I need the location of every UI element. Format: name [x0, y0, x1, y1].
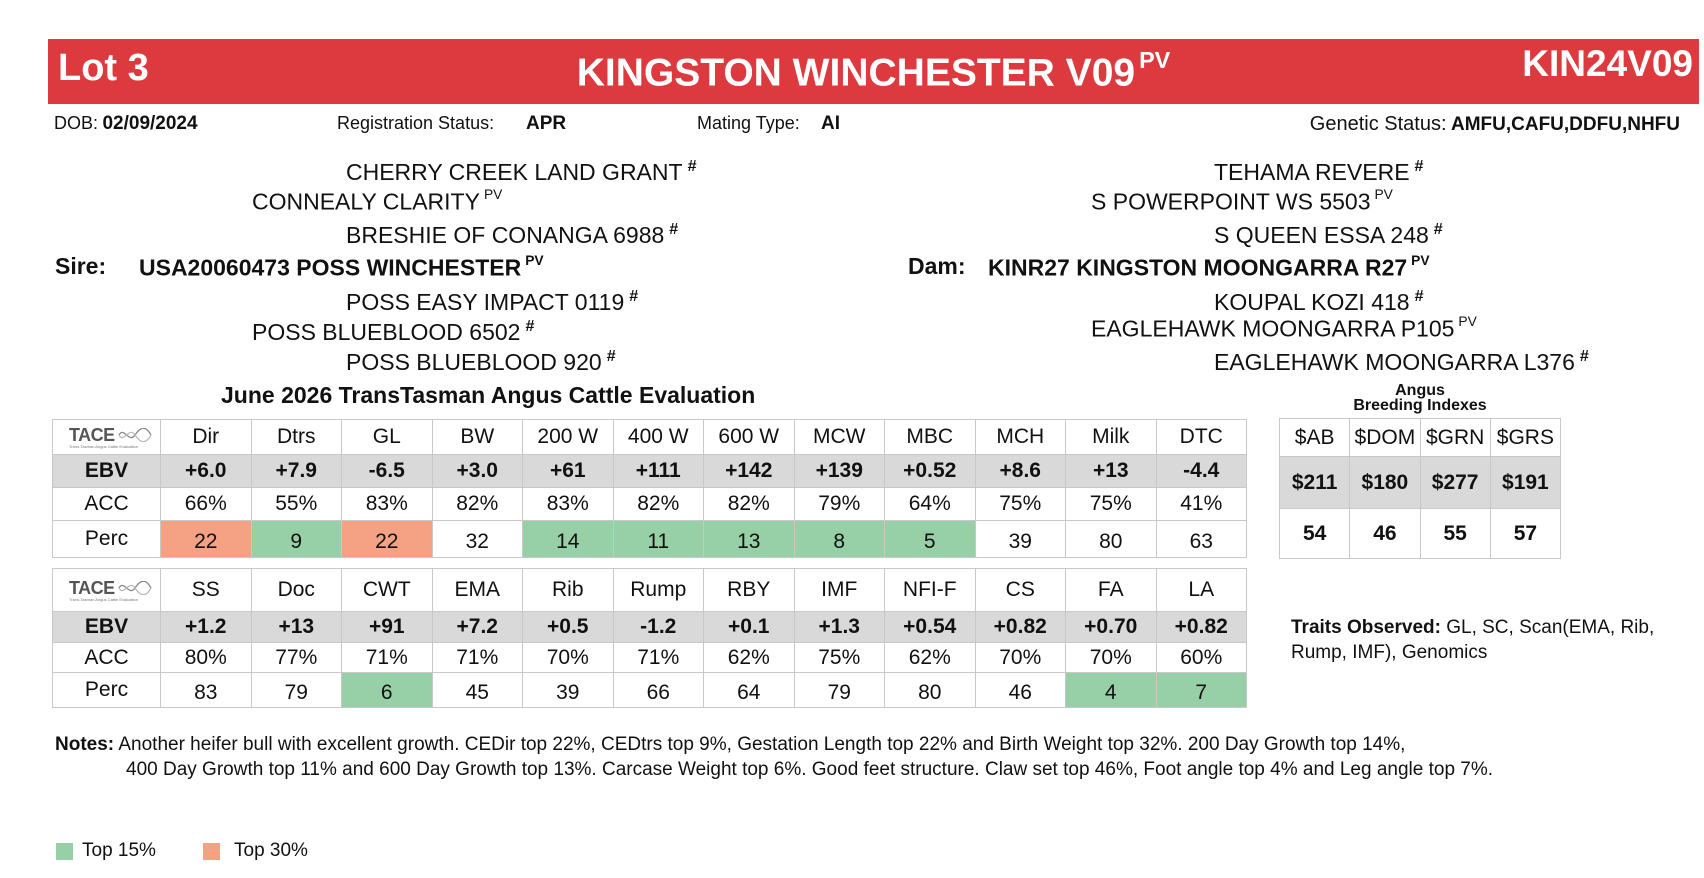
tace-logo — [53, 420, 161, 455]
table2-acc-cell: 70% — [523, 643, 614, 673]
table1-perc-cell: 80 — [1066, 521, 1157, 558]
genetic-status-label: Genetic Status: — [1309, 113, 1447, 135]
table1-acc-cell: 82% — [613, 488, 704, 521]
table1-headers-cell: Milk — [1066, 420, 1157, 455]
index-header-row — [1280, 419, 1561, 457]
row-label-perc: Perc — [53, 521, 161, 558]
sire-sire-sire: CHERRY CREEK LAND GRANT # — [346, 157, 697, 185]
table1-headers-cell: MCW — [794, 420, 885, 455]
index-value-cell: $277 — [1420, 457, 1490, 509]
table2-headers-cell: SS — [161, 569, 252, 612]
notes-line2: 400 Day Growth top 11% and 600 Day Growth top 13%. Carcase Weight top 6%. Good feet structure. Claw set top 46%, Foot angle top 4% and Leg angle top 7%. — [126, 759, 1494, 780]
table1-acc-cell: 75% — [1066, 488, 1157, 521]
table2-perc-cell: 79 — [251, 673, 342, 708]
notes — [55, 732, 1493, 782]
table2-acc-cell: 62% — [704, 643, 795, 673]
traits-line2: Rump, IMF), Genomics — [1291, 642, 1488, 663]
table1-perc-cell: 14 — [523, 521, 614, 558]
animal-code: KIN24V09 — [1522, 43, 1693, 84]
table2-header-row — [53, 569, 1247, 612]
table1-perc-cell: 11 — [613, 521, 704, 558]
table2-perc-cell: 46 — [975, 673, 1066, 708]
legend-top30-label: Top 30% — [234, 840, 308, 861]
traits-line1: GL, SC, Scan(EMA, Rib, — [1446, 617, 1655, 638]
mating-type-label: Mating Type: — [697, 113, 800, 133]
table2-acc-cell: 71% — [342, 643, 433, 673]
registration-label: Registration Status: — [337, 113, 495, 133]
table2-headers-cell: Rib — [523, 569, 614, 612]
index-header-cell: $GRN — [1420, 419, 1490, 457]
table2-acc-cell: 71% — [432, 643, 523, 673]
legend-top15-swatch — [56, 843, 73, 860]
table2-ebv-cell: +0.82 — [1156, 612, 1247, 643]
breeding-index-table — [1279, 418, 1561, 559]
table2-ebv-cell: -1.2 — [613, 612, 704, 643]
table1-headers-cell: BW — [432, 420, 523, 455]
sire-dam-dam: POSS BLUEBLOOD 920 # — [346, 347, 616, 375]
sire-name: USA20060473 POSS WINCHESTER $^{PV}$ — [139, 253, 544, 281]
table2-headers-cell: Rump — [613, 569, 704, 612]
table2-perc-cell: 80 — [885, 673, 976, 708]
table1-ebv-cell: +13 — [1066, 455, 1157, 488]
table1-headers-cell: 600 W — [704, 420, 795, 455]
dob-value: 02/09/2024 — [102, 113, 198, 134]
index-value-row — [1280, 457, 1561, 509]
table1-perc-cell: 9 — [251, 521, 342, 558]
table1-headers-cell: Dtrs — [251, 420, 342, 455]
index-perc-cell: 57 — [1490, 509, 1560, 559]
index-value-cell: $211 — [1280, 457, 1350, 509]
lot-banner — [48, 39, 1699, 104]
table1-acc-cell: 83% — [342, 488, 433, 521]
table2-perc-cell: 7 — [1156, 673, 1247, 708]
sire-sire-dam: BRESHIE OF CONANGA 6988 # — [346, 220, 679, 248]
dam-sire-sire: TEHAMA REVERE # — [1214, 157, 1424, 185]
table2-perc-cell: 79 — [794, 673, 885, 708]
index-header-cell: $DOM — [1350, 419, 1420, 457]
index-header-cell: $AB — [1280, 419, 1350, 457]
index-perc-row — [1280, 509, 1561, 559]
table2-ebv-cell: +7.2 — [432, 612, 523, 643]
ebv-table-2 — [52, 568, 1247, 708]
table1-acc-cell: 41% — [1156, 488, 1247, 521]
sire-dam-sire: POSS EASY IMPACT 0119 # — [346, 287, 639, 315]
table1-acc-cell: 75% — [975, 488, 1066, 521]
table1-ebv-cell: +142 — [704, 455, 795, 488]
table1-headers-cell: GL — [342, 420, 433, 455]
table2-ebv-cell: +0.54 — [885, 612, 976, 643]
legend-top15-label: Top 15% — [82, 840, 156, 861]
mating-type-value: AI — [821, 113, 840, 134]
table2-acc-cell: 75% — [794, 643, 885, 673]
notes-label: Notes: — [55, 734, 115, 755]
tace-logo-caption: Trans-Tasman Angus Cattle Evaluation — [69, 443, 138, 449]
genetic-status-value: AMFU,CAFU,DDFU,NHFU — [1450, 114, 1680, 135]
table2-acc-cell: 77% — [251, 643, 342, 673]
traits-observed — [1291, 615, 1654, 665]
row-label-ebv: EBV — [53, 612, 161, 643]
animal-name-mark: PV — [1139, 47, 1171, 73]
table2-perc-cell: 83 — [161, 673, 252, 708]
tace-logo-text: TACE — [69, 424, 115, 445]
table1-ebv-cell: -6.5 — [342, 455, 433, 488]
table1-perc-cell: 8 — [794, 521, 885, 558]
table1-ebv-cell: +139 — [794, 455, 885, 488]
table2-acc-row — [53, 643, 1247, 673]
table2-ebv-cell: +1.3 — [794, 612, 885, 643]
table2-acc-cell: 62% — [885, 643, 976, 673]
table2-headers-cell: EMA — [432, 569, 523, 612]
table1-perc-cell: 22 — [161, 521, 252, 558]
table1-ebv-cell: -4.4 — [1156, 455, 1247, 488]
tace-logo — [53, 569, 161, 612]
table1-perc-cell: 39 — [975, 521, 1066, 558]
table1-acc-cell: 66% — [161, 488, 252, 521]
table1-acc-cell: 64% — [885, 488, 976, 521]
index-value-cell: $191 — [1490, 457, 1560, 509]
table1-ebv-cell: +3.0 — [432, 455, 523, 488]
table2-perc-cell: 4 — [1066, 673, 1157, 708]
index-value-cell: $180 — [1350, 457, 1420, 509]
sire-sire: CONNEALY CLARITY $^{PV}$ — [252, 187, 503, 215]
index-perc-cell: 55 — [1420, 509, 1490, 559]
table2-headers-cell: NFI-F — [885, 569, 976, 612]
table1-headers-cell: 200 W — [523, 420, 614, 455]
table2-perc-cell: 45 — [432, 673, 523, 708]
table1-acc-cell: 83% — [523, 488, 614, 521]
table2-perc-cell: 64 — [704, 673, 795, 708]
table2-headers-cell: CS — [975, 569, 1066, 612]
table2-ebv-cell: +0.70 — [1066, 612, 1157, 643]
table2-ebv-cell: +91 — [342, 612, 433, 643]
table1-ebv-cell: +111 — [613, 455, 704, 488]
table1-ebv-cell: +8.6 — [975, 455, 1066, 488]
table1-headers-cell: MCH — [975, 420, 1066, 455]
table1-perc-cell: 13 — [704, 521, 795, 558]
table1-ebv-cell: +0.52 — [885, 455, 976, 488]
table1-acc-row — [53, 488, 1247, 521]
table1-acc-cell: 55% — [251, 488, 342, 521]
lot-number: Lot 3 — [58, 47, 149, 89]
table2-headers-cell: Doc — [251, 569, 342, 612]
dam-dam-dam: EAGLEHAWK MOONGARRA L376 # — [1214, 347, 1589, 375]
dam-name: KINR27 KINGSTON MOONGARRA R27 $^{PV}$ — [988, 253, 1430, 281]
dam-sire-dam: S QUEEN ESSA 248 # — [1214, 220, 1443, 248]
table1-perc-row — [53, 521, 1247, 558]
dob-label: DOB: — [54, 113, 99, 133]
table2-ebv-row — [53, 612, 1247, 643]
table2-acc-cell: 71% — [613, 643, 704, 673]
dna-helix-icon — [118, 428, 152, 442]
table2-ebv-cell: +0.82 — [975, 612, 1066, 643]
index-header-cell: $GRS — [1490, 419, 1560, 457]
table1-acc-cell: 79% — [794, 488, 885, 521]
table1-perc-cell: 32 — [432, 521, 523, 558]
row-label-perc: Perc — [53, 673, 161, 708]
table1-headers-cell: MBC — [885, 420, 976, 455]
table1-ebv-cell: +6.0 — [161, 455, 252, 488]
dam-dam: EAGLEHAWK MOONGARRA P105 $^{PV}$ — [1091, 314, 1477, 342]
table1-ebv-cell: +61 — [523, 455, 614, 488]
table1-headers-cell: Dir — [161, 420, 252, 455]
table1-headers-cell: 400 W — [613, 420, 704, 455]
index-perc-cell: 46 — [1350, 509, 1420, 559]
evaluation-title: June 2026 TransTasman Angus Cattle Evaluation — [221, 382, 756, 408]
dam-label: Dam: — [908, 253, 966, 279]
table2-acc-cell: 80% — [161, 643, 252, 673]
index-perc-cell: 54 — [1280, 509, 1350, 559]
table1-ebv-row — [53, 455, 1247, 488]
table2-headers-cell: IMF — [794, 569, 885, 612]
table2-perc-row — [53, 673, 1247, 708]
ebv-table-1 — [52, 419, 1247, 558]
animal-name: KINGSTON WINCHESTER V09 $^{PV}$ — [576, 47, 1171, 95]
table2-acc-cell: 70% — [1066, 643, 1157, 673]
tace-logo-caption: Trans-Tasman Angus Cattle Evaluation — [69, 596, 138, 602]
sire-dam: POSS BLUEBLOOD 6502 # — [252, 317, 535, 345]
table1-perc-cell: 5 — [885, 521, 976, 558]
table2-headers-cell: CWT — [342, 569, 433, 612]
table2-perc-cell: 39 — [523, 673, 614, 708]
dam-dam-sire: KOUPAL KOZI 418 # — [1214, 287, 1424, 315]
genetic-status — [1310, 113, 1680, 136]
dam-sire: S POWERPOINT WS 5503 $^{PV}$ — [1091, 187, 1393, 215]
row-label-ebv: EBV — [53, 455, 161, 488]
table2-ebv-cell: +0.1 — [704, 612, 795, 643]
table2-ebv-cell: +13 — [251, 612, 342, 643]
table1-perc-cell: 22 — [342, 521, 433, 558]
table2-ebv-cell: +1.2 — [161, 612, 252, 643]
dob-field — [54, 113, 198, 135]
dna-helix-icon — [118, 581, 152, 595]
table1-acc-cell: 82% — [432, 488, 523, 521]
row-label-acc: ACC — [53, 488, 161, 521]
row-label-acc: ACC — [53, 643, 161, 673]
table1-perc-cell: 63 — [1156, 521, 1247, 558]
table2-perc-cell: 6 — [342, 673, 433, 708]
notes-line1: Another heifer bull with excellent growth. CEDir top 22%, CEDtrs top 9%, Gestation Length top 22% and Birth Weight top 32%. 200 Day Growth top 14%, — [118, 734, 1406, 755]
registration-value: APR — [526, 113, 567, 134]
table2-headers-cell: RBY — [704, 569, 795, 612]
tace-logo-text: TACE — [69, 577, 115, 598]
table1-ebv-cell: +7.9 — [251, 455, 342, 488]
traits-label: Traits Observed: — [1291, 617, 1441, 638]
legend-top30-swatch — [203, 843, 220, 860]
table2-headers-cell: FA — [1066, 569, 1157, 612]
table1-acc-cell: 82% — [704, 488, 795, 521]
indexes-title: Angus Breeding Indexes — [1353, 382, 1487, 414]
table1-headers-cell: DTC — [1156, 420, 1247, 455]
table1-header-row — [53, 420, 1247, 455]
sire-label: Sire: — [55, 253, 107, 279]
table2-headers-cell: LA — [1156, 569, 1247, 612]
table2-acc-cell: 60% — [1156, 643, 1247, 673]
table2-ebv-cell: +0.5 — [523, 612, 614, 643]
table2-acc-cell: 70% — [975, 643, 1066, 673]
table2-perc-cell: 66 — [613, 673, 704, 708]
